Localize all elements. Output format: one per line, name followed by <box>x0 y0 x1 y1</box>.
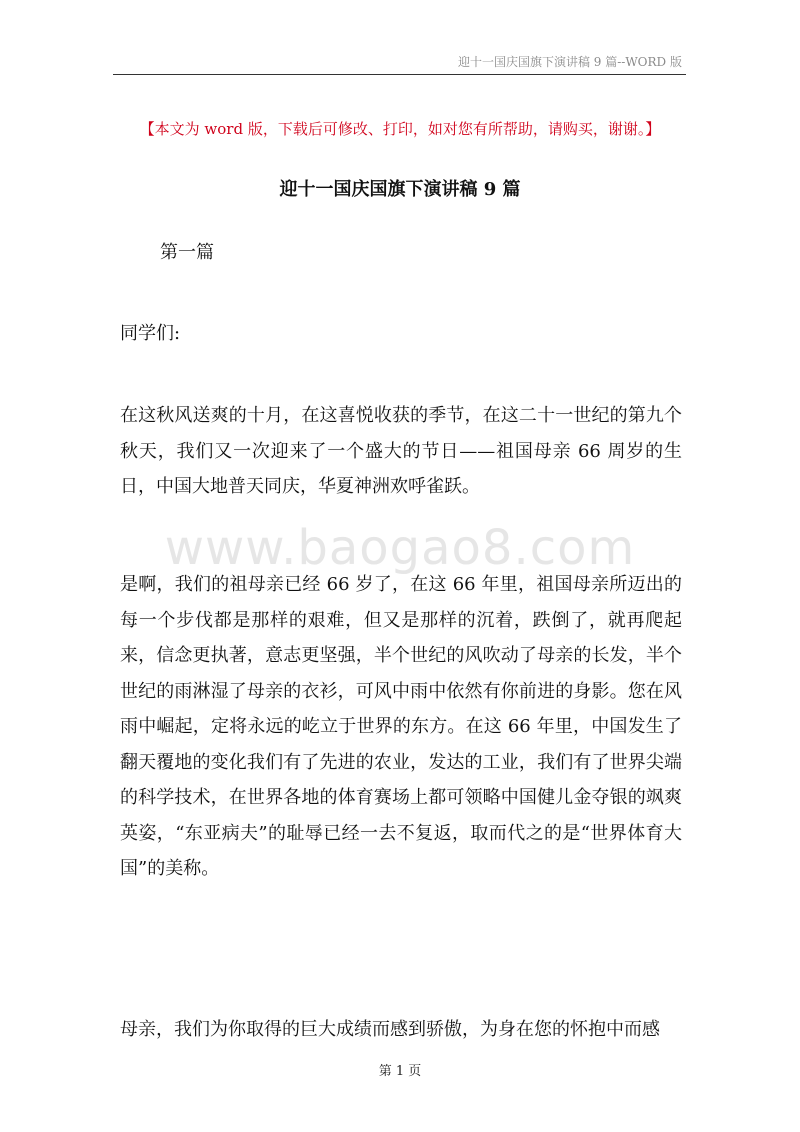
document-title: 迎十一国庆国旗下演讲稿 9 篇 <box>279 179 521 200</box>
header-divider <box>113 74 686 75</box>
purchase-notice: 【本文为 word 版，下载后可修改、打印，如对您有所帮助，请购买，谢谢。】 <box>139 120 661 138</box>
body-paragraph: 在这秋风送爽的十月，在这喜悦收获的季节，在这二十一世纪的第九个秋天，我们又一次迎来了一个盛大的节日——祖国母亲 66 周岁的生日，中国大地普天同庆，华夏神洲欢呼雀跃。 <box>120 405 682 497</box>
body-paragraph: 母亲，我们为你取得的巨大成绩而感到骄傲，为身在您的怀抱中而感 <box>120 1019 660 1040</box>
greeting-line: 同学们: <box>120 323 181 344</box>
watermark: www.baogao8.com <box>164 520 636 576</box>
body-paragraph: 是啊，我们的祖母亲已经 66 岁了，在这 66 年里，祖国母亲所迈出的每一个步伐都是那样的艰难，但又是那样的沉着，跌倒了，就再爬起来，信念更执著，意志更坚强，半个世纪的风吹动了母亲的长发，半个世纪的雨淋湿了母亲的衣衫，可风中雨中依然有你前进的身影。您在风雨中崛起，定将永远的屹立于世界的东方。在这 66 年里，中国发生了翻天覆地的变化我们有了先进的农业，发达的工业，我们有了世界尖端的科学技术，在世界各地的体育赛场上都可领略中国健儿金夺银的飒爽英姿，“东亚病夫”的耻辱已经一去不复返，取而代之的是“世界体育大国”的美称。 <box>120 574 682 879</box>
section-heading: 第一篇 <box>160 242 214 263</box>
running-header: 迎十一国庆国旗下演讲稿 9 篇--WORD 版 <box>457 55 682 69</box>
page-number: 第 1 页 <box>378 1064 422 1079</box>
